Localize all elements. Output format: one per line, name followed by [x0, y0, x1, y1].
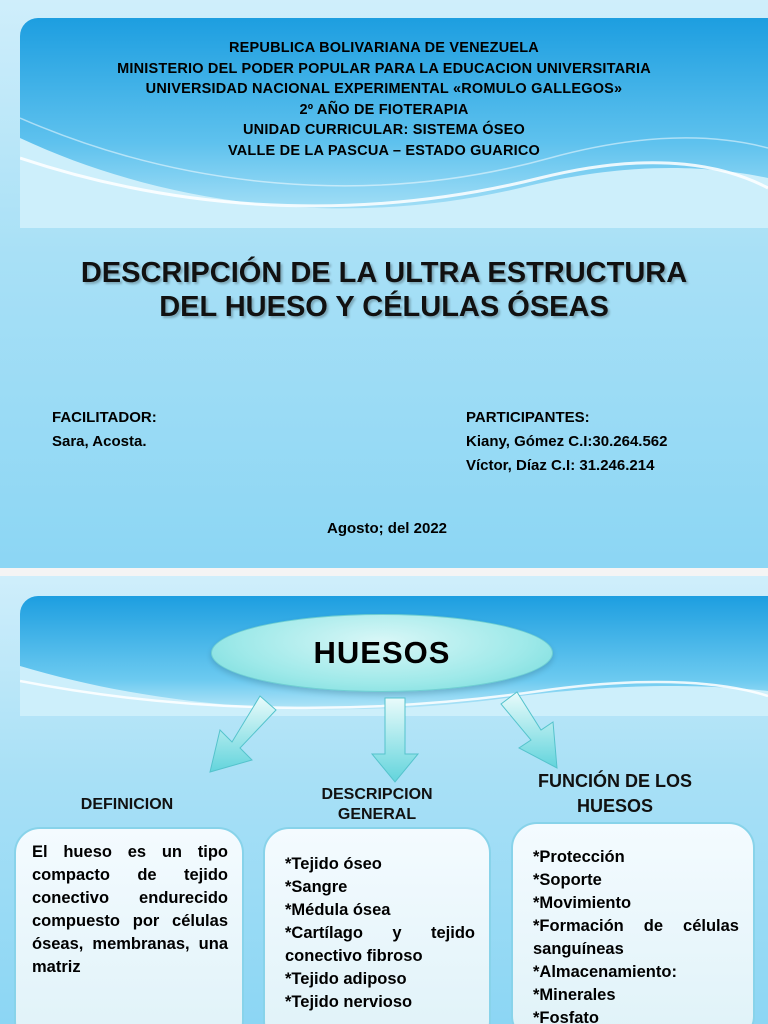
main-title	[0, 256, 768, 324]
header-line: 2º AÑO DE FIOTERAPIA	[299, 101, 469, 118]
main-title-line1: DESCRIPCIÓN DE LA ULTRA ESTRUCTURA	[80, 257, 688, 289]
definition-box	[14, 827, 244, 1024]
description-item: *Sangre	[285, 878, 348, 896]
function-item: *Protección	[533, 848, 625, 866]
header-line: VALLE DE LA PASCUA – ESTADO GUARICO	[227, 142, 541, 159]
header-line: MINISTERIO DEL PODER POPULAR PARA LA EDUCACION UNIVERSITARIA	[117, 60, 651, 77]
facilitator-label: FACILITADOR:	[52, 409, 157, 426]
description-title: DESCRIPCION GENERAL	[321, 786, 433, 823]
participant-name: Kiany, Gómez C.I:30.264.562	[466, 433, 668, 450]
description-item: *Tejido óseo	[285, 855, 382, 873]
definition-text: El hueso es un tipo compacto de tejido conectivo endurecido compuesto por células óseas, membranas, una matriz	[32, 843, 228, 976]
function-item: *Fosfato	[533, 1009, 599, 1024]
presentation-date: Agosto; del 2022	[326, 520, 448, 537]
description-item: *Médula ósea	[285, 901, 391, 919]
slide-divider	[0, 568, 768, 576]
facilitator-block	[52, 406, 157, 454]
description-item: *Cartílago y tejido conectivo fibroso	[285, 924, 475, 965]
arrow-down-icon	[370, 696, 420, 786]
function-item: *Movimiento	[533, 894, 632, 912]
function-item: *Almacenamiento:	[533, 963, 677, 981]
definition-title: DEFINICION	[80, 796, 174, 813]
function-item: *Minerales	[533, 986, 616, 1004]
function-item: *Formación de células sanguíneas	[533, 917, 739, 958]
huesos-title: HUESOS	[313, 635, 451, 670]
main-title-line2: DEL HUESO Y CÉLULAS ÓSEAS	[159, 291, 609, 323]
header-line: UNIVERSIDAD NACIONAL EXPERIMENTAL «ROMULO GALLEGOS»	[145, 81, 623, 98]
participants-label: PARTICIPANTES:	[466, 409, 590, 426]
arrow-down-right-icon	[495, 690, 565, 775]
header-line: UNIDAD CURRICULAR: SISTEMA ÓSEO	[243, 122, 525, 139]
description-box	[263, 827, 491, 1024]
facilitator-name: Sara, Acosta.	[52, 433, 147, 450]
participant-name: Víctor, Díaz C.I: 31.246.214	[466, 457, 655, 474]
function-box	[511, 822, 755, 1024]
participants-block	[466, 406, 667, 478]
institution-header	[0, 38, 768, 162]
description-item: *Tejido adiposo	[285, 970, 407, 988]
huesos-central-node	[211, 614, 553, 692]
header-line: REPUBLICA BOLIVARIANA DE VENEZUELA	[229, 40, 539, 56]
arrow-down-left-icon	[200, 690, 290, 780]
function-item: *Soporte	[533, 871, 602, 889]
function-title: FUNCIÓN DE LOS HUESOS	[537, 771, 692, 816]
description-item: *Tejido nervioso	[285, 993, 413, 1011]
